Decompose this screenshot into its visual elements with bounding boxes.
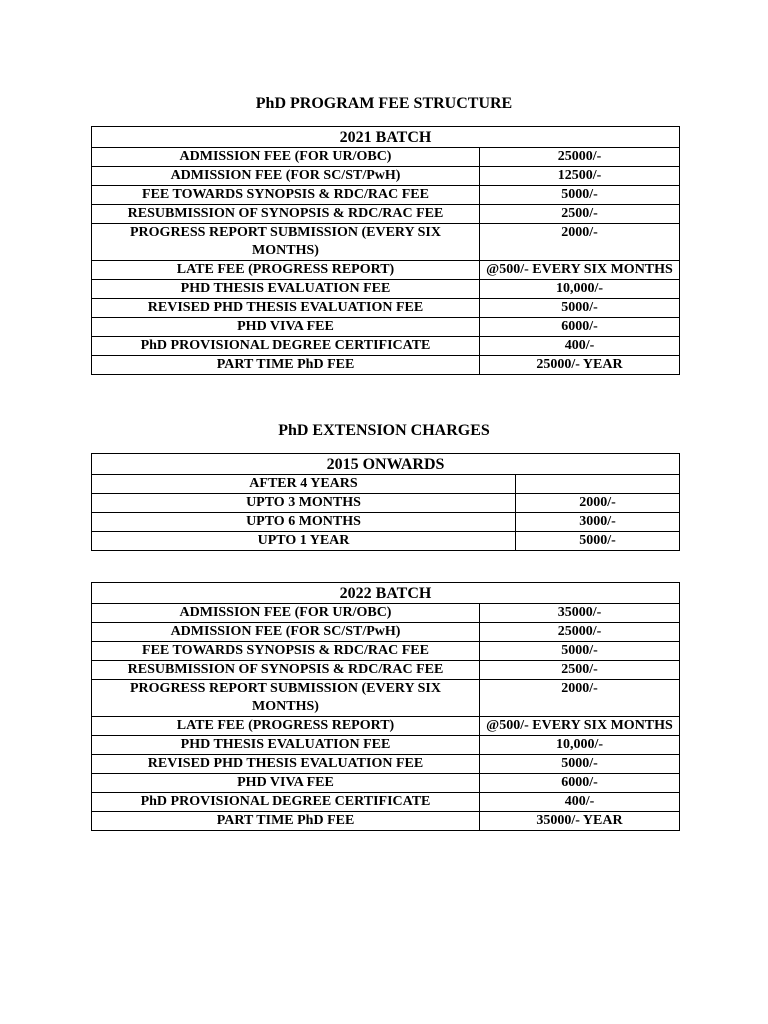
extension-item: UPTO 6 MONTHS	[92, 513, 516, 532]
fee-amount: @500/- EVERY SIX MONTHS	[480, 717, 680, 736]
fee-amount: 25000/-	[480, 623, 680, 642]
table-row	[92, 280, 680, 299]
fee-amount: 2500/-	[480, 205, 680, 224]
extension-item: UPTO 1 YEAR	[92, 532, 516, 551]
table-row	[92, 755, 680, 774]
table-row	[92, 774, 680, 793]
table-row	[92, 356, 680, 375]
extension-fee: 3000/-	[516, 513, 680, 532]
fee-amount: 25000/- YEAR	[480, 356, 680, 375]
extension-title: PhD EXTENSION CHARGES	[278, 422, 490, 439]
fee-item: REVISED PHD THESIS EVALUATION FEE	[92, 299, 480, 318]
fee-amount: @500/- EVERY SIX MONTHS	[480, 261, 680, 280]
fee-amount: 2000/-	[480, 224, 680, 261]
fee-amount: 10,000/-	[480, 280, 680, 299]
table-row	[92, 475, 680, 494]
extension-fee	[516, 475, 680, 494]
fee-table-2022	[91, 582, 680, 831]
table-row	[92, 532, 680, 551]
table-row	[92, 299, 680, 318]
fee-item: PHD THESIS EVALUATION FEE	[92, 736, 480, 755]
fee-table-2021	[91, 126, 680, 375]
fee-amount: 400/-	[480, 793, 680, 812]
table-row	[92, 186, 680, 205]
extension-fee: 5000/-	[516, 532, 680, 551]
fee-amount: 10,000/-	[480, 736, 680, 755]
table-row	[92, 148, 680, 167]
table-row	[92, 793, 680, 812]
table-header-row	[92, 583, 680, 604]
extension-table	[91, 453, 680, 551]
fee-amount: 12500/-	[480, 167, 680, 186]
fee-amount: 2000/-	[480, 680, 680, 717]
fee-item: PHD VIVA FEE	[92, 318, 480, 337]
fee-amount: 400/-	[480, 337, 680, 356]
fee-amount: 5000/-	[480, 186, 680, 205]
fee-item: PHD THESIS EVALUATION FEE	[92, 280, 480, 299]
table-row	[92, 318, 680, 337]
extension-item: UPTO 3 MONTHS	[92, 494, 516, 513]
table-row	[92, 167, 680, 186]
fee-item: PHD VIVA FEE	[92, 774, 480, 793]
table-row	[92, 513, 680, 532]
fee-item: PROGRESS REPORT SUBMISSION (EVERY SIX MONTHS)	[92, 224, 480, 261]
fee-item: LATE FEE (PROGRESS REPORT)	[92, 717, 480, 736]
fee-item: ADMISSION FEE (FOR UR/OBC)	[92, 604, 480, 623]
table-row	[92, 205, 680, 224]
page-title: PhD PROGRAM FEE STRUCTURE	[255, 95, 513, 112]
fee-amount: 5000/-	[480, 642, 680, 661]
fee-amount: 6000/-	[480, 318, 680, 337]
fee-item: REVISED PHD THESIS EVALUATION FEE	[92, 755, 480, 774]
extension-fee: 2000/-	[516, 494, 680, 513]
fee-item: LATE FEE (PROGRESS REPORT)	[92, 261, 480, 280]
fee-item: PhD PROVISIONAL DEGREE CERTIFICATE	[92, 337, 480, 356]
fee-item: PROGRESS REPORT SUBMISSION (EVERY SIX MONTHS)	[92, 680, 480, 717]
fee-item: ADMISSION FEE (FOR UR/OBC)	[92, 148, 480, 167]
fee-amount: 2500/-	[480, 661, 680, 680]
table-header-row	[92, 127, 680, 148]
table-row	[92, 337, 680, 356]
fee-item: PART TIME PhD FEE	[92, 356, 480, 375]
fee-item: PART TIME PhD FEE	[92, 812, 480, 831]
table-row	[92, 717, 680, 736]
table-row	[92, 812, 680, 831]
fee-item: RESUBMISSION OF SYNOPSIS & RDC/RAC FEE	[92, 661, 480, 680]
table-row	[92, 261, 680, 280]
table-row	[92, 604, 680, 623]
fee-item: ADMISSION FEE (FOR SC/ST/PwH)	[92, 167, 480, 186]
table-row	[92, 661, 680, 680]
fee-item: ADMISSION FEE (FOR SC/ST/PwH)	[92, 623, 480, 642]
extension-period-title: 2015 ONWARDS	[92, 454, 680, 475]
fee-amount: 5000/-	[480, 299, 680, 318]
table-row	[92, 736, 680, 755]
batch-title-2022: 2022 BATCH	[92, 583, 680, 604]
fee-item: RESUBMISSION OF SYNOPSIS & RDC/RAC FEE	[92, 205, 480, 224]
fee-amount: 5000/-	[480, 755, 680, 774]
table-header-row	[92, 454, 680, 475]
fee-amount: 25000/-	[480, 148, 680, 167]
fee-item: FEE TOWARDS SYNOPSIS & RDC/RAC FEE	[92, 186, 480, 205]
fee-amount: 6000/-	[480, 774, 680, 793]
fee-amount: 35000/- YEAR	[480, 812, 680, 831]
fee-item: PhD PROVISIONAL DEGREE CERTIFICATE	[92, 793, 480, 812]
table-row	[92, 642, 680, 661]
batch-title-2021: 2021 BATCH	[92, 127, 680, 148]
table-row	[92, 680, 680, 717]
fee-item: FEE TOWARDS SYNOPSIS & RDC/RAC FEE	[92, 642, 480, 661]
fee-amount: 35000/-	[480, 604, 680, 623]
table-row	[92, 224, 680, 261]
table-row	[92, 623, 680, 642]
table-row	[92, 494, 680, 513]
extension-item: AFTER 4 YEARS	[92, 475, 516, 494]
